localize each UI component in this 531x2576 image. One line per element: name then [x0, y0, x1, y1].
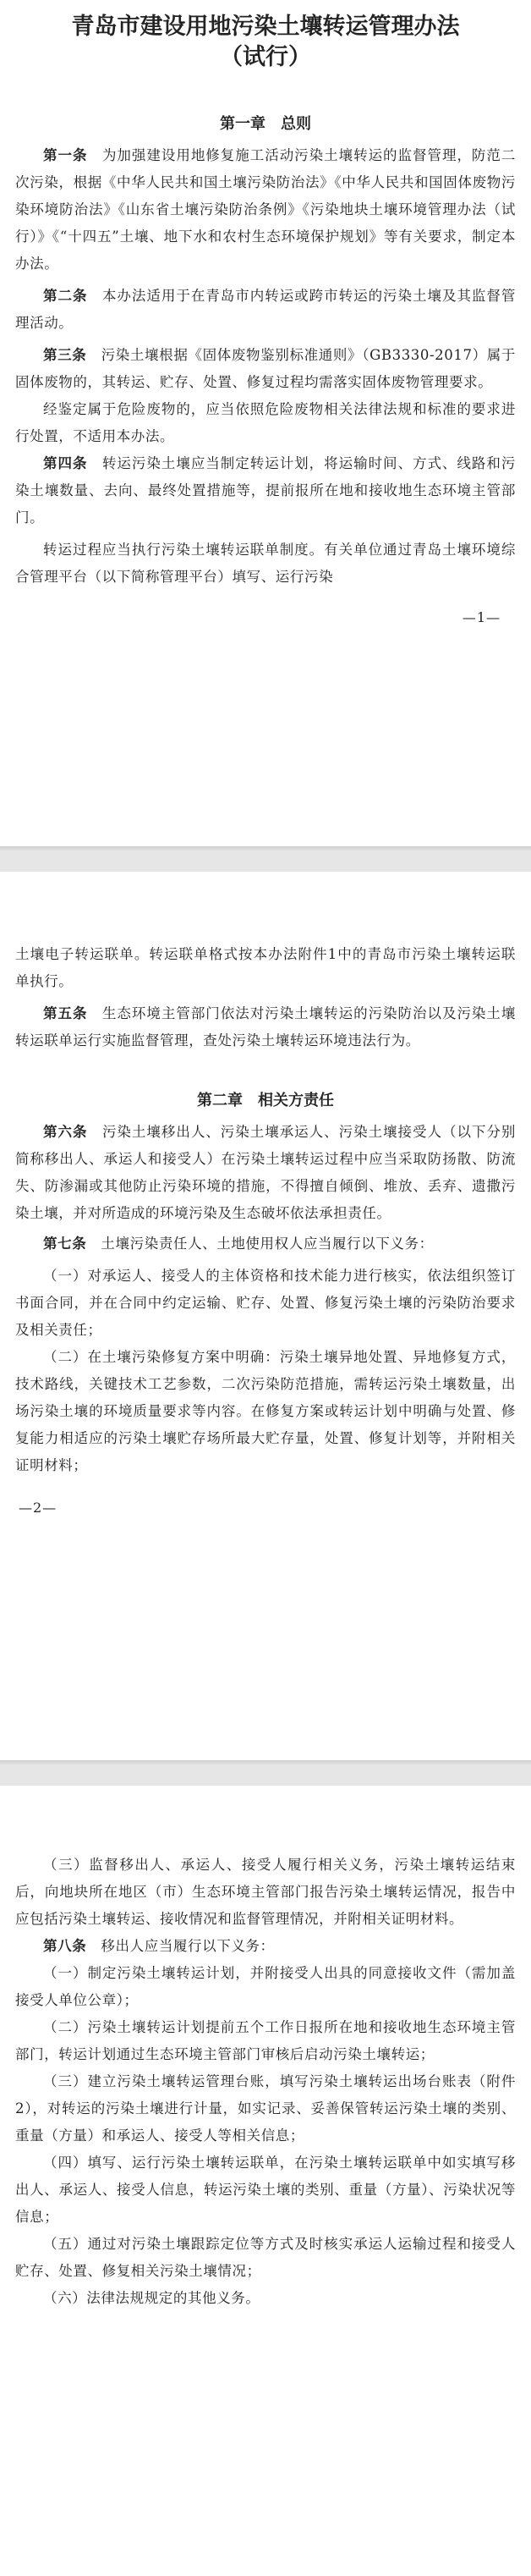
page-gap: [0, 846, 531, 872]
article-4-continued: 土壤电子转运联单。转运联单格式按本办法附件1中的青岛市污染土壤转运联单执行。: [15, 946, 516, 989]
article-1-label: 第一条: [43, 147, 88, 163]
article-4-label: 第四条: [43, 455, 88, 471]
article-7-item-1: （一）对承运人、接受人的主体资格和技术能力进行核实，依法组织签订书面合同，并在合同中约定运输、贮存、处置、修复污染土壤的污染防治要求及相关责任；: [15, 1268, 516, 1338]
page-number: —1—: [462, 609, 501, 625]
article-6-text: 污染土壤移出人、污染土壤承运人、污染土壤接受人（以下分别简称移出人、承运人和接受人）在污染土壤转运过程中应当采取防扬散、防流失、防渗漏或其他防止污染环境的措施，不得擅自倾倒、堆放、丢弃、遗撒污染土壤，并对所造成的环境污染及生态破坏依法承担责任。: [15, 1124, 516, 1221]
article-1: [15, 142, 516, 278]
article-4-text: 转运污染土壤应当制定转运计划，将运输时间、方式、线路和污染土壤数量、去向、最终处置措施等，提前报所在地和接收地生态环境主管部门。: [15, 455, 516, 526]
article-3-text: 污染土壤根据《固体废物鉴别标准通则》（GB3330-2017）属于固体废物的，其转运、贮存、处置、修复过程均需落实固体废物管理要求。: [15, 347, 516, 390]
article-8-item-3: （三）建立污染土壤转运管理台账，填写污染土壤转运出场台账表（附件2），对转运的污染土壤进行计量，如实记录、妥善保管转运污染土壤的类别、重量（方量）和承运人、接受人等相关信息；: [15, 2073, 516, 2144]
page-1: [0, 0, 531, 846]
chapter-heading-2: 第二章 相关方责任: [197, 1092, 334, 1109]
article-7-label: 第七条: [43, 1236, 87, 1252]
article-2-text: 本办法适用于在青岛市内转运或跨市转运的污染土壤及其监督管理活动。: [15, 288, 516, 331]
page-number: —2—: [19, 1500, 57, 1516]
article-8-item-2: （二）污染土壤转运计划提前五个工作日报所在地和接收地生态环境主管部门，转运计划通过生态环境主管部门审核后启动污染土壤转运；: [15, 2019, 516, 2062]
article-8-label: 第八条: [43, 1938, 87, 1954]
page-3: [0, 1786, 531, 2576]
page-2: [0, 872, 531, 1760]
article-7: [15, 1230, 516, 1258]
page-gap: [0, 1760, 531, 1786]
article-8: [15, 1933, 516, 1960]
article-7-item-3: （三）监督移出人、承运人、接受人履行相关义务，污染土壤转运结束后，向地块所在地区（市）生态环境主管部门报告污染土壤转运情况，报告中应包括污染土壤转运、接收情况和监督管理情况，并附相关证明材料。: [15, 1857, 516, 1927]
article-3-paragraph-2: 经鉴定属于危险废物的，应当依照危险废物相关法律法规和标准的要求进行处置，不适用本办法。: [15, 401, 516, 444]
document-subtitle: （试行）: [220, 44, 311, 70]
article-7-item-2: （二）在土壤污染修复方案中明确：污染土壤异地处置、异地修复方式，技术路线，关键技术工艺参数，二次污染防范措施，需转运污染土壤数量，出场污染土壤的环境质量要求等内容。在修复方案或转运计划中明确与处置、修复能力相适应的污染土壤贮存场所最大贮存量，处置、修复计划等，并附相关证明材料；: [15, 1349, 516, 1473]
article-8-item-6: （六）法律法规规定的其他义务。: [43, 2290, 260, 2306]
article-5-label: 第五条: [43, 1005, 88, 1021]
article-5: [15, 1000, 516, 1054]
document-title: 青岛市建设用地污染土壤转运管理办法: [71, 14, 460, 40]
article-3-label: 第三条: [43, 347, 87, 363]
article-4: [15, 450, 516, 531]
article-7-text: 土壤污染责任人、土地使用权人应当履行以下义务：: [101, 1236, 434, 1252]
article-6: [15, 1119, 516, 1227]
article-2-label: 第二条: [43, 288, 88, 304]
article-8-text: 移出人应当履行以下义务：: [101, 1938, 275, 1954]
article-3: [15, 342, 516, 396]
article-8-item-1: （一）制定污染土壤转运计划，并附接受人出具的同意接收文件（需加盖接受人单位公章）；: [15, 1965, 516, 2008]
article-1-text: 为加强建设用地修复施工活动污染土壤转运的监督管理，防范二次污染，根据《中华人民共和国土壤污染防治法》《中华人民共和国固体废物污染环境防治法》《山东省土壤污染防治条例》《污染地块土壤环境管理办法（试行）》《“十四五”土壤、地下水和农村生态环境保护规划》等有关要求，制定本办法。: [15, 147, 516, 272]
article-6-label: 第六条: [43, 1124, 88, 1140]
chapter-heading-1: 第一章 总则: [220, 115, 311, 133]
article-2: [15, 283, 516, 337]
article-4-paragraph-2: 转运过程应当执行污染土壤转运联单制度。有关单位通过青岛土壤环境综合管理平台（以下简称管理平台）填写、运行污染: [15, 542, 516, 585]
article-8-item-4: （四）填写、运行污染土壤转运联单，在污染土壤转运联单中如实填写移出人、承运人、接受人信息，转运污染土壤的类别、重量（方量）、污染状况等信息；: [15, 2155, 516, 2225]
article-8-item-5: （五）通过对污染土壤跟踪定位等方式及时核实承运人运输过程和接受人贮存、处置、修复相关污染土壤情况；: [15, 2236, 516, 2279]
article-5-text: 生态环境主管部门依法对污染土壤转运的污染防治以及污染土壤转运联单运行实施监督管理，查处污染土壤转运环境违法行为。: [15, 1005, 516, 1049]
